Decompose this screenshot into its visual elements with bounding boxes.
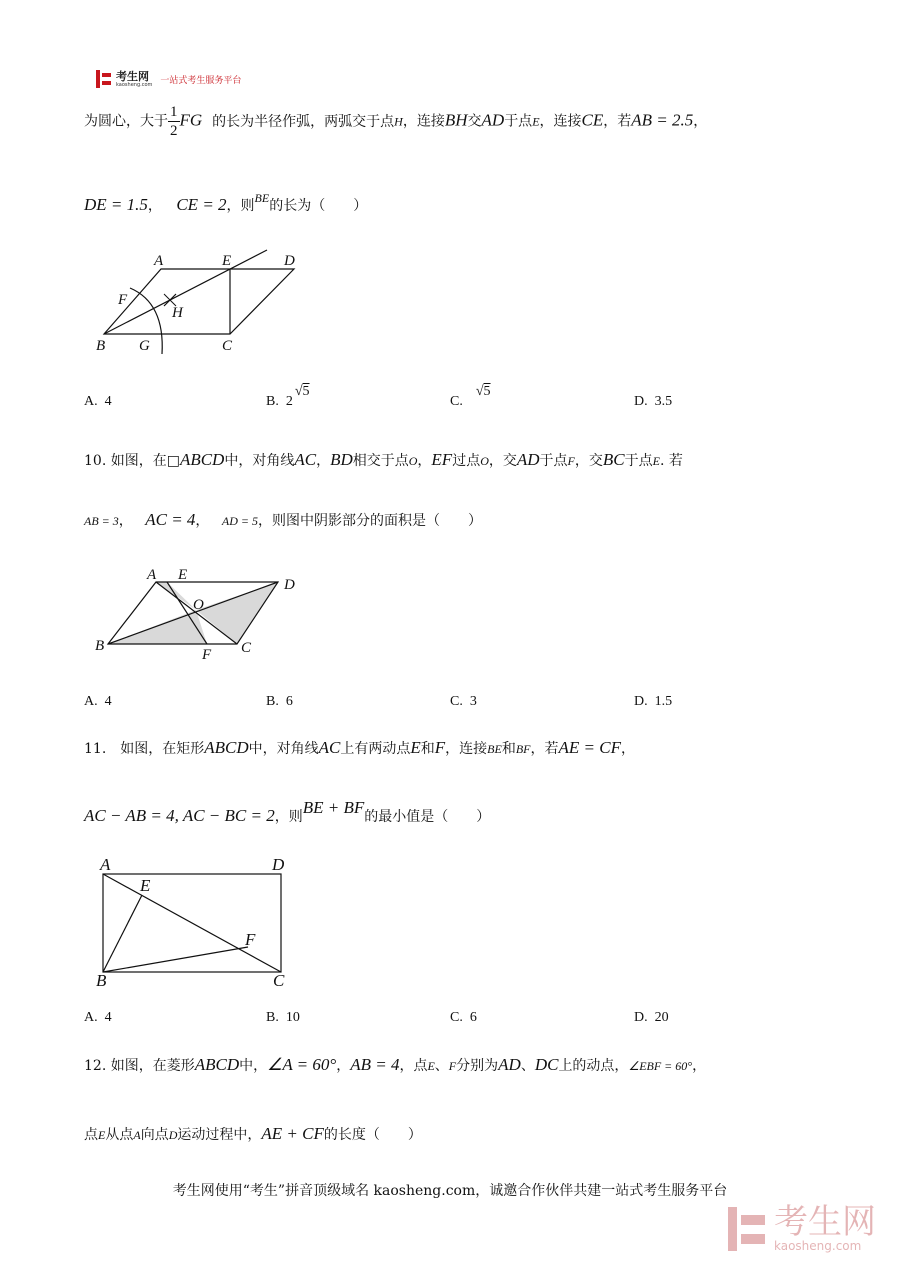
q9-option-b: B. 2√5 [266,384,310,409]
label-A: A [154,253,164,269]
q11-option-a: A. 4 [84,1010,112,1025]
q11-line-1: 11. 如图，在矩形ABCD中，对角线AC上有两动点E和F，连接BE和BF，若AE = CF， [84,738,635,757]
q9-line-1: 为圆心，大于 $\frac{1}{2}$ FG 的长为半径作弧，两弧交于点H，连接BH交AD于点E，连接CE，若AB = 2.5， [84,104,708,139]
label-A: A [147,567,157,583]
q9-line-2: DE = 1.5， CE = 2，则BE的长为（ ） [84,191,368,214]
logo-slogan: 一站式考生服务平台 [160,75,242,86]
q9-option-a: A. 4 [84,394,112,409]
q11-option-c: C. 6 [450,1010,477,1025]
label-H: H [172,305,183,321]
q11-option-d: D. 20 [634,1010,669,1025]
label-O: O [193,597,204,613]
q12-line-2: 点E从点A向点D运动过程中，AE + CF的长度（ ） [84,1124,422,1143]
q9-option-c: C. √5 [450,384,491,409]
q10-line-2: AB = 3， AC = 4， AD = 5，则图中阴影部分的面积是（ ） [84,510,482,529]
q10-line-1: 10. 如图，在□ABCD中，对角线AC，BD相交于点O，EF过点O，交AD于点F，交BC于点E. 若 [84,450,683,469]
label-G: G [139,338,150,354]
label-A: A [100,855,111,874]
q10-figure-parallelogram [90,562,310,668]
footer-text: 考生网使用“考生”拼音顶级域名 kaosheng.com，诚邀合作伙伴共建一站式考生服务平台 [172,1183,728,1199]
watermark-name: 考生网 [774,1202,876,1242]
watermark [728,1202,876,1253]
kaosheng-logo-icon [96,70,112,88]
q10-option-a: A. 4 [84,694,112,709]
q9-figure-parallelogram [90,248,310,358]
header-logo [96,70,241,88]
label-C: C [222,338,233,354]
label-F: F [118,292,128,308]
logo-name: 考生网 [116,69,149,83]
label-D: D [272,855,285,874]
label-C: C [241,640,252,656]
q10-option-c: C. 3 [450,694,477,709]
q10-option-d: D. 1.5 [634,694,673,709]
label-B: B [96,338,106,354]
fraction-one-half: $\frac{1}{2}$ [170,104,178,139]
label-E: E [140,876,151,895]
kaosheng-watermark-icon [728,1207,768,1251]
q9-option-d: D. 3.5 [634,394,673,409]
watermark-domain: kaosheng.com [774,1239,862,1253]
label-C: C [273,971,285,988]
q11-option-b: B. 10 [266,1010,300,1025]
q10-option-b: B. 6 [266,694,293,709]
label-F: F [202,647,212,663]
q12-line-1: 12. 如图，在菱形ABCD中，∠A = 60°，AB = 4，点E、F分别为AD、DC上的动点，∠EBF = 60°， [84,1055,707,1074]
label-E: E [178,567,188,583]
label-F: F [245,930,256,949]
label-B: B [96,971,107,988]
q11-line-2: AC − AB = 4, AC − BC = 2，则BE + BF的最小值是（ ） [84,798,491,825]
logo-domain: kaosheng.com [116,81,153,88]
q11-figure-rectangle [90,852,310,988]
label-B: B [95,638,105,654]
label-D: D [284,253,295,269]
label-E: E [222,253,232,269]
label-D: D [284,577,295,593]
